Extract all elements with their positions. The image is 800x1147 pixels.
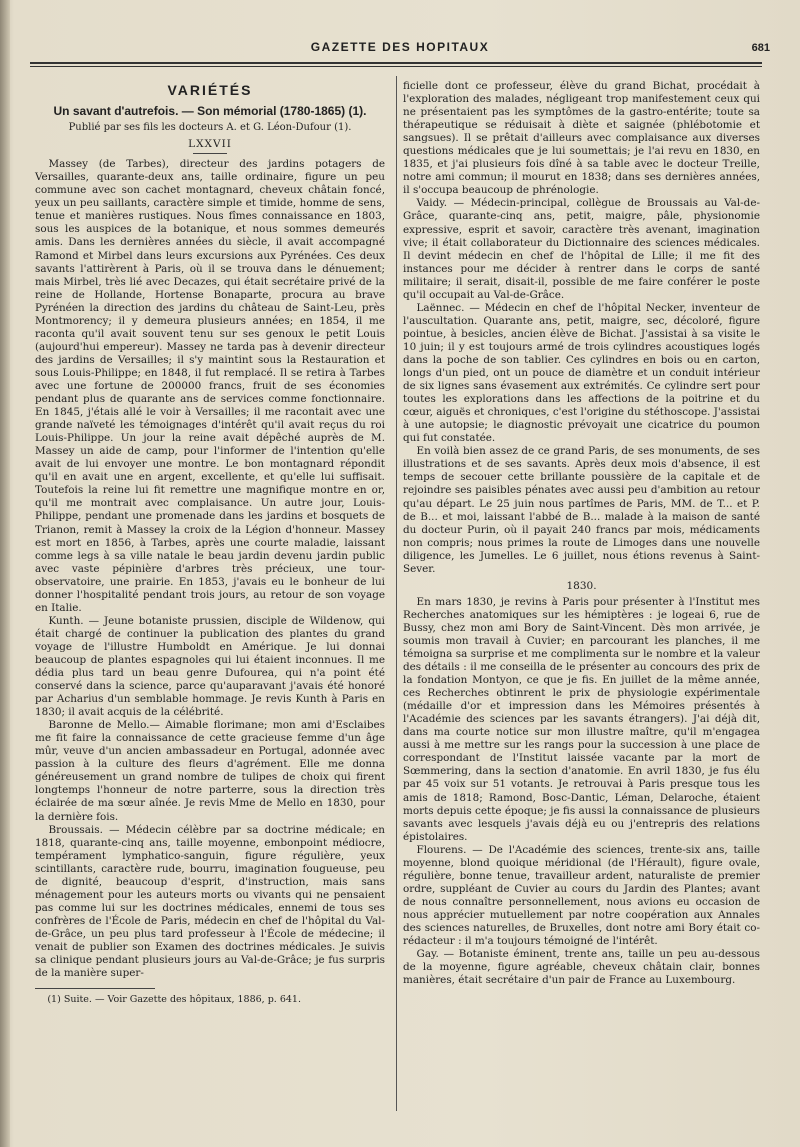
running-header	[30, 38, 770, 60]
chapter-number: LXXVII	[188, 138, 232, 151]
page-spine-shadow	[0, 0, 10, 1147]
paragraph-baronne-de-mello: Baronne de Mello.— Aimable florimane; mon ami d'Esclaibes me fit faire la connaissance de cette gracieuse femme d'un âge mûr, veuve d'un ancien ambassadeur en Portugal, adonnée avec passion à la culture des fleurs d'agrément. Elle me donna généreusement un grand nombre de tulipes de choix qui firent longtemps l'honneur de notre parterre, sous la direction très éclairée de ma sœur aînée. Je revis Mme de Mello en 1830, pour la dernière fois.	[35, 719, 385, 823]
article-title: Un savant d'autrefois. — Son mémorial (1780-1865) (1).	[53, 104, 367, 119]
article-byline: Publié par ses fils les docteurs A. et G. Léon-Dufour (1).	[68, 122, 352, 134]
page-number: 681	[751, 42, 770, 54]
paragraph-return: En voilà bien assez de ce grand Paris, de ses monuments, de ses illustrations et de ses savants. Après deux mois d'absence, il est temps de secouer cette brillante poussière de la capitale et de rejoindre ses paisibles pénates avec aussi peu d'ambition au retour qu'au départ. Le 25 juin nous partîmes de Paris, MM. de T... et P. de B... et moi, laissant l'abbé de B... malade à la maison de santé du docteur Purin, où il payait 240 francs par mois, médicaments non compris; nous primes la route de Limoges dans une nouvelle diligence, les Jumelles. Le 6 juillet, nous étions revenus à Saint-Sever.	[403, 445, 760, 575]
paragraph-broussais: Broussais. — Médecin célèbre par sa doctrine médicale; en 1818, quarante-cinq ans, taille moyenne, embonpoint médiocre, tempérament lymphatico-sanguin, figure régulière, yeux scintillants, caractère rude, bourru, imagination fougueuse, peu de dignité, beaucoup d'esprit, d'instruction, mais sans ménagement pour les auteurs morts ou vivants qui ne pensaient pas comme lui sur les doctrines médicales, ennemi de tous ses confrères de l'École de Paris, médecin en chef de l'hôpital du Val-de-Grâce, un peu plus tard professeur à l'École de médecine; il venait de publier son Examen des doctrines médicales. Je suivis sa clinique pendant plusieurs jours au Val-de-Grâce; je fus surpris de la manière super-	[35, 823, 385, 980]
paragraph-gay: Gay. — Botaniste éminent, trente ans, taille un peu au-dessous de la moyenne, figure agréable, cheveux châtain clair, bonnes manières, était secrétaire d'un pair de France au Luxembourg.	[403, 948, 760, 987]
header-rule-thick	[30, 62, 762, 64]
footnote: (1) Suite. — Voir Gazette des hôpitaux, 1886, p. 641.	[47, 994, 301, 1006]
chapter-rule	[193, 153, 227, 154]
paragraph-laennec: Laënnec. — Médecin en chef de l'hôpital Necker, inventeur de l'auscultation. Quarante ans, petit, maigre, sec, décoloré, figure pointue, à besicles, ancien élève de Bichat. J'assistai à sa visite le 10 juin; il y est toujours armé de trois cylindres acoustiques logés dans la poche de son tablier. Ces cylindres en bois ou en carton, longs d'un pied, ont un pouce de diamètre et un conduit intérieur de six lignes sans évasement aux extrémités. Ce cylindre sert pour toutes les explorations dans les affections de la poitrine et du cœur, aiguës et chroniques, c'est l'origine du stéthoscope. J'assistai à une autopsie; le diagnostic prévoyait une cicatrice du poumon qui fut constatée.	[403, 301, 760, 445]
paragraph-massey: Massey (de Tarbes), directeur des jardins potagers de Versailles, quarante-deux ans, taille ordinaire, figure un peu commune avec son cachet montagnard, cheveux châtain foncé, yeux un peu saillants, caractère simple et timide, homme de sens, tenue et manières rustiques. Nous fîmes connaissance en 1803, sous les auspices de la botanique, et nous sommes demeurés amis. Dans les dernières années du siècle, il avait accompagné Ramond et Mirbel dans leurs excursions aux Pyrénées. Ces deux savants l'attirèrent à Paris, où il se trouva dans le dénuement; mais Mirbel, très lié avec Decazes, qui était secrétaire privé de la reine de Hollande, Hortense Bonaparte, procura au brave Pyrénéen la direction des jardins du château de Saint-Leu, près Montmorency; il y demeura plusieurs années; en 1854, il me raconta qu'il avait souvent tenu sur ses genoux le petit Louis (aujourd'hui empereur). Massey ne tarda pas à devenir directeur des jardins de Versailles; il s'y maintint sous la Restauration et sous Louis-Philippe; en 1848, il fut remplacé. Il se retira à Tarbes avec une fortune de 200000 francs, fruit de ses économies pendant plus de quarante ans de services comme fonctionnaire. En 1845, j'étais allé le voir à Versailles; il me racontait avec une grande naïveté les témoignages d'intérêt qu'il avait reçus du roi Louis-Philippe. Un jour la reine avait dépêché auprès de M. Massey un aide de camp, pour l'informer de l'intention qu'elle avait de lui envoyer une montre. Le bon montagnard répondit qu'il en avait une en argent, excellente, et qu'elle lui suffisait. Toutefois la reine lui fit remettre une magnifique montre en or, qu'il me montrait avec complaisance. Un autre jour, Louis-Philippe, pendant une promenade dans les jardins et bosquets de Trianon, remit à Massey la croix de la Légion d'honneur. Massey est mort en 1856, à Tarbes, après une courte maladie, laissant comme legs à sa ville natale le beau jardin devenu jardin public avec vaste pépinière d'arbres très précieux, une tour-observatoire, une prairie. En 1853, j'avais eu le bonheur de lui donner l'hospitalité pendant trois jours, au retour de son voyage en Italie.	[35, 158, 385, 614]
paragraph-1830: En mars 1830, je revins à Paris pour présenter à l'Institut mes Recherches anatomiques sur les hémiptères : je logeai 6, rue de Bussy, chez mon ami Bory de Saint-Vincent. Dès mon arrivée, je soumis mon travail à Cuvier; en parcourant les planches, il me témoigna sa surprise et me complimenta sur le nombre et la valeur des détails : il me conseilla de le présenter au concours des prix de la fondation Montyon, ce que je fis. En juillet de la même année, ces Recherches obtinrent le prix de physiologie expérimentale (médaille d'or et impression dans les Mémoires présentés à l'Académie des sciences par les savants étrangers). J'ai déjà dit, dans ma courte notice sur mon illustre maître, qu'il m'engagea aussi à me mettre sur les rangs pour la succession à une place de correspondant de l'Institut laissée vacante par la mort de Sœmmering, dans la section d'anatomie. En avril 1830, je fus élu par 45 voix sur 51 votants. Je retrouvai à Paris presque tous les amis de 1818; Ramond, Bosc-Dantic, Léman, Delaroche, étaient morts depuis cette époque; je fis aussi la connaissance de plusieurs savants avec lesquels j'avais déjà eu ou j'entrepris des relations épistolaires.	[403, 595, 760, 843]
paragraph-flourens: Flourens. — De l'Académie des sciences, trente-six ans, taille moyenne, blond quoique méridional (de l'Hérault), figure ovale, régulière, bonne tenue, travailleur ardent, naturaliste de premier ordre, suppléant de Cuvier au cours du Jardin des Plantes; avant de nous connaître personnellement, nous avions eu occasion de nous apprécier mutuellement par notre coopération aux Annales des sciences naturelles, de Bruxelles, dont notre ami Bory était co-rédacteur : il m'a toujours témoigné de l'intérêt.	[403, 843, 760, 948]
paragraph-kunth: Kunth. — Jeune botaniste prussien, disciple de Wildenow, qui était chargé de continuer la publication des plantes du grand voyage de l'illustre Humboldt en Amérique. Je lui donnai beaucoup de plantes espagnoles qui lui étaient inconnues. Il me dédia plus tard un beau genre Dufourea, qui n'a point été conservé dans la science, parce qu'auparavant j'avais été honoré par Acharius d'un semblable hommage. Je revis Kunth à Paris en 1830; il avait acquis de la célébrité.	[35, 614, 385, 719]
right-column	[403, 80, 760, 987]
paragraph-broussais-continued: ficielle dont ce professeur, élève du grand Bichat, procédait à l'exploration des malades, négligeant trop manifestement ceux qui ne présentaient pas les symptômes de la gastro-entérite; toute sa thérapeutique se réduisait à diète et saignée (phlébotomie et sangsues). Il se prêtait d'ailleurs avec complaisance aux diverses questions médicales que je lui soumettais; je l'ai revu en 1830, en 1835, et j'ai plusieurs fois dîné à sa table avec le docteur Treille, notre ami commun; il mourut en 1838; dans ses dernières années, il s'occupa beaucoup de phrénologie.	[403, 80, 760, 197]
header-rule-thin	[30, 66, 762, 67]
year-heading: 1830.	[566, 579, 597, 592]
paragraph-vaidy: Vaidy. — Médecin-principal, collègue de Broussais au Val-de-Grâce, quarante-cinq ans, petit, maigre, pâle, physionomie expressive, esprit et savoir, caractère très avenant, imagination vive; il était collaborateur du Dictionnaire des sciences médicales. Il devint médecin en chef de l'hôpital de Lille; il me fit des instances pour me décider à rentrer dans le corps de santé militaire; il serait, disait-il, possible de me faire conférer le poste qu'il occupait au Val-de-Grâce.	[403, 197, 760, 301]
section-title: VARIÉTÉS	[167, 82, 253, 98]
left-column	[35, 80, 385, 1006]
journal-title: GAZETTE DES HOPITAUX	[310, 40, 490, 54]
column-divider	[396, 76, 397, 1111]
footnote-rule	[35, 988, 155, 989]
